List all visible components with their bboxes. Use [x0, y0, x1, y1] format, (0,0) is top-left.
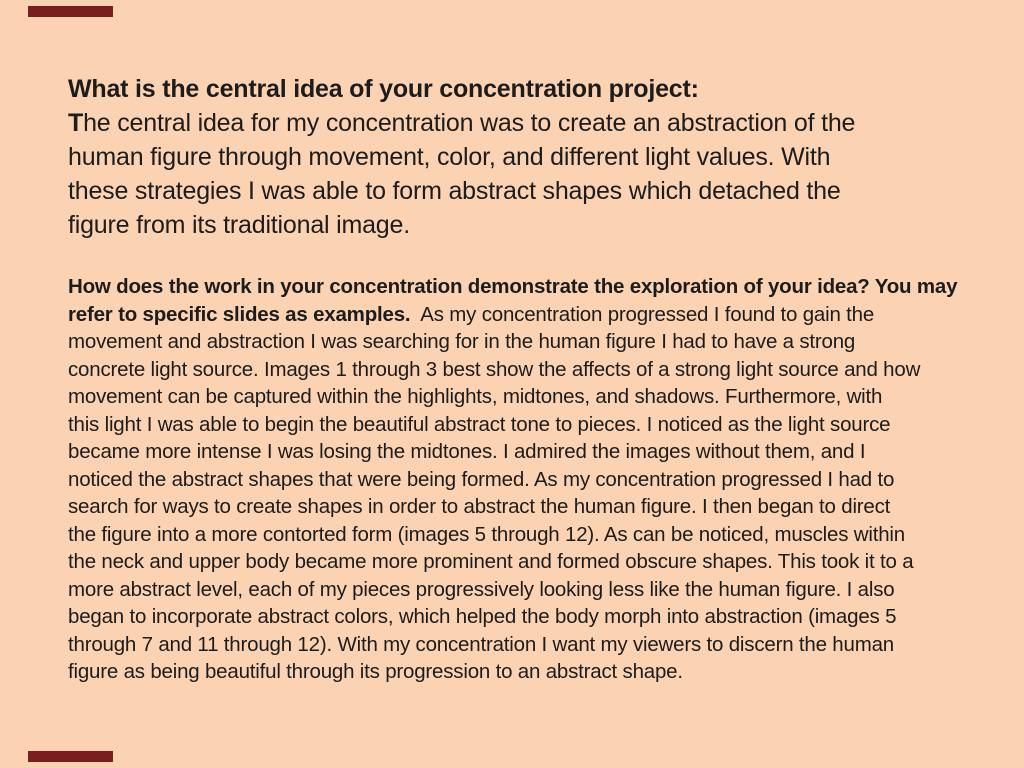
text-line: the neck and upper body became more prominent and formed obscure shapes. This took it to a [68, 550, 914, 573]
text-line: movement and abstraction I was searching for in the human figure I had to have a strong [68, 330, 856, 353]
text-line: search for ways to create shapes in order to abstract the human figure. I then began to direct [68, 495, 891, 518]
slide-edge-marker-bottom [28, 751, 113, 762]
text-line: more abstract level, each of my pieces progressively looking less like the human figure. I also [68, 577, 895, 601]
central-idea-text-block [68, 72, 1024, 242]
text-line: became more intense I was losing the midtones. I admired the images without them, and I [68, 440, 866, 463]
text-line: the figure into a more contorted form (images 5 through 12). As can be noticed, muscles within [68, 522, 905, 546]
exploration-text-block [68, 273, 1024, 686]
text-line: began to incorporate abstract colors, which helped the body morph into abstraction (images 5 [68, 605, 897, 628]
central-idea-question-heading: What is the central idea of your concentration project: [68, 75, 699, 103]
text-line: through 7 and 11 through 12). With my concentration I want my viewers to discern the human [68, 632, 894, 656]
text-line: noticed the abstract shapes that were being formed. As my concentration progressed I had to [68, 467, 895, 491]
text-line: figure from its traditional image. [68, 211, 410, 239]
text-line: refer to specific slides as examples. As my concentration progressed I found to gain the [68, 302, 875, 326]
text-line: The central idea for my concentration was to create an abstraction of the [68, 109, 856, 137]
text-line: How does the work in your concentration demonstrate the exploration of your idea? You may [68, 275, 958, 298]
exploration-paragraph [68, 273, 1024, 686]
text-line: movement can be captured within the highlights, midtones, and shadows. Furthermore, with [68, 385, 883, 408]
text-line: figure as being beautiful through its progression to an abstract shape. [68, 660, 683, 683]
text-line: concrete light source. Images 1 through 3 best show the affects of a strong light source and how [68, 357, 921, 381]
text-line: this light I was able to begin the beautiful abstract tone to pieces. I noticed as the light source [68, 412, 891, 436]
text-line: these strategies I was able to form abstract shapes which detached the [68, 177, 841, 205]
central-idea-paragraph [68, 106, 1024, 242]
text-line: human figure through movement, color, and different light values. With [68, 143, 831, 171]
slide-edge-marker-top [28, 6, 113, 17]
